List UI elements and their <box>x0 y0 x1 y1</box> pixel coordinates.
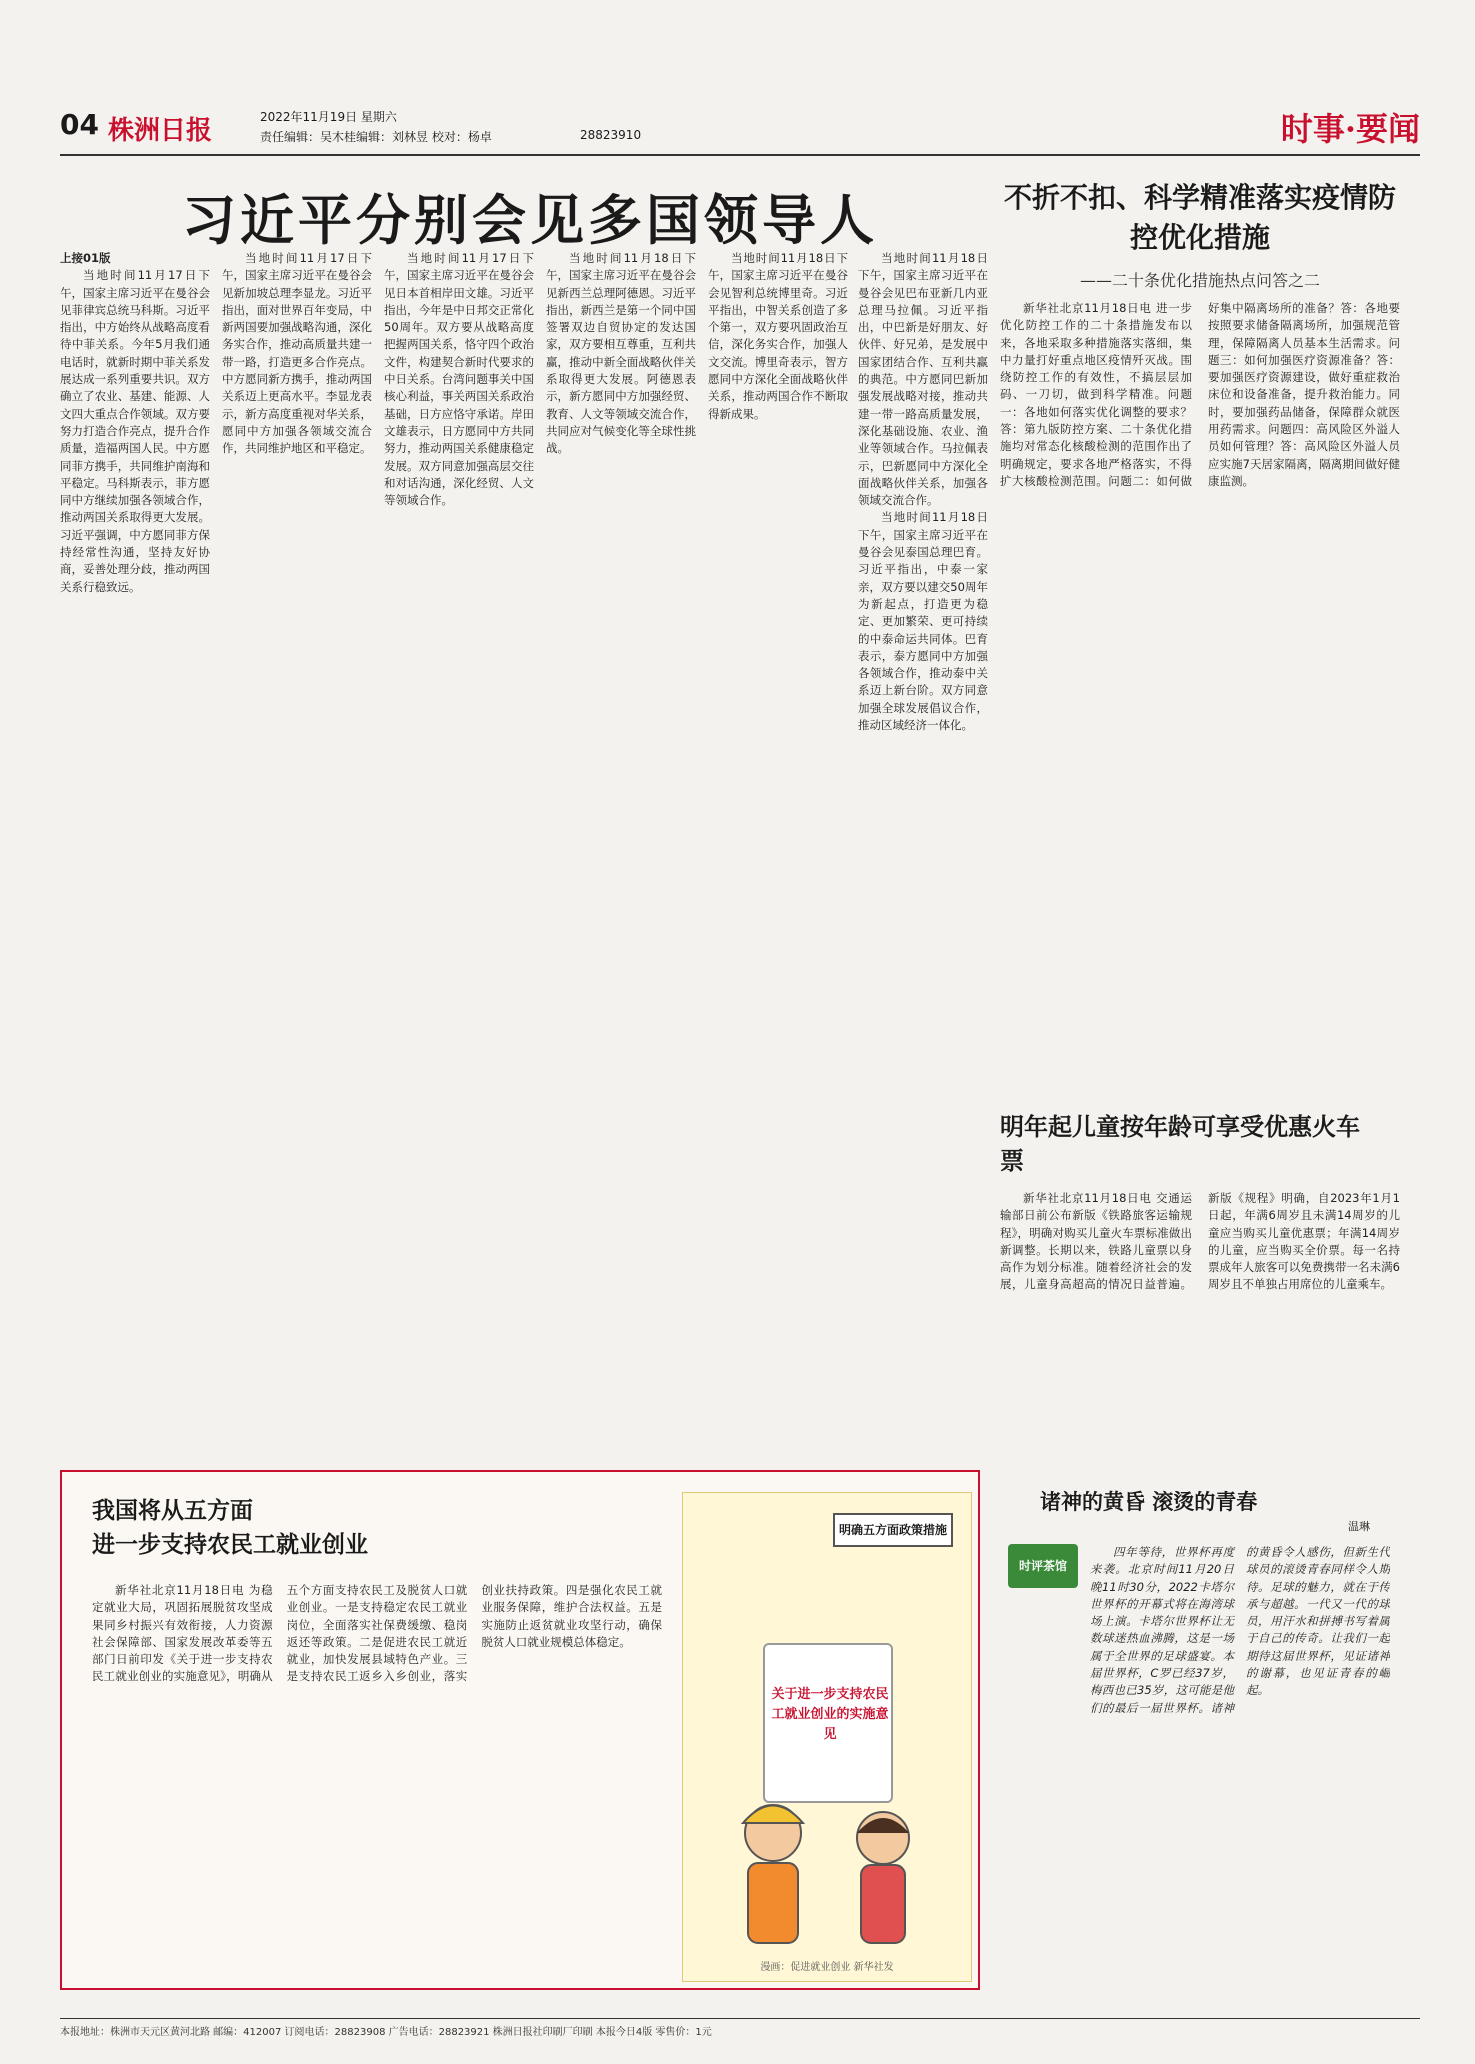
article-paragraph: 当地时间11月18日下午，国家主席习近平在曼谷会见巴布亚新几内亚总理马拉佩。习近平指出，中巴新是好朋友、好伙伴、好兄弟，是发展中国家团结合作、互利共赢的典范。中方愿同巴新加强发展战略对接，推动共建一带一路高质量发展，深化基础设施、农业、渔业等领域合作。马拉佩表示，巴新愿同中方深化全面战略伙伴关系，加强各领域交流合作。 <box>858 251 988 508</box>
article-paragraph: 当地时间11月17日下午，国家主席习近平在曼谷会见新加坡总理李显龙。习近平指出，面对世界百年变局，中新两国要加强战略沟通，深化务实合作，推动高质量共建一带一路，打造更多合作亮点。中方愿同新方携手，推动两国关系迈上更高水平。李显龙表示，新方高度重视对华关系，愿同中方加强各领域交流合作，共同维护地区和平稳定。 <box>222 251 372 456</box>
cartoon-illustration <box>682 1492 972 1982</box>
policy-document-icon <box>763 1643 893 1803</box>
lead-article-col-4 <box>546 250 696 1420</box>
article-paragraph: 新华社北京11月18日电 为稳定就业大局，巩固拓展脱贫攻坚成果同乡村振兴有效衔接，人力资源社会保障部、国家发展改革委等五部门日前印发《关于进一步支持农民工就业创业的实施意见》，明确从五个方面支持农民工及脱贫人口就业创业。一是支持稳定农民工就业岗位，全面落实社保费缓缴、稳岗返还等政策。二是促进农民工就近就业，加快发展县域特色产业。三是支持农民工返乡入乡创业，落实创业扶持政策。四是强化农民工就业服务保障，维护合法权益。五是实施防止返贫就业攻坚行动，确保脱贫人口就业规模总体稳定。 <box>92 1583 662 1684</box>
column-author: 温琳 <box>1348 1520 1370 1533</box>
issue-date: 2022年11月19日 星期六 <box>260 110 397 124</box>
covid-article-body <box>1000 300 1400 1090</box>
column-body <box>1090 1544 1390 1984</box>
migrant-worker-feature <box>60 1470 980 1990</box>
illustration-caption: 漫画：促进就业创业 新华社发 <box>760 1962 894 1973</box>
lead-article-col-1 <box>60 250 210 1420</box>
policy-document-title: 关于进一步支持农民工就业创业的实施意见 <box>771 1687 889 1742</box>
lead-article-col-3 <box>384 250 534 1420</box>
policy-signboard: 明确五方面政策措施 <box>833 1513 953 1547</box>
workers-figure-icon <box>703 1793 953 1953</box>
article-paragraph: 新华社北京11月18日电 进一步优化防控工作的二十条措施发布以来，各地采取多种措施落实落细，集中力量打好重点地区疫情歼灭战。围绕防控工作的有效性，不搞层层加码、一刀切，做到科学精准。问题一：各地如何落实优化调整的要求？答：第九版防控方案、二十条优化措施均对常态化核酸检测的范围作出了明确规定，要求各地严格落实，不得扩大核酸检测范围。问题二：如何做好集中隔离场所的准备？答：各地要按照要求储备隔离场所，加强规范管理，保障隔离人员基本生活需求。问题三：如何加强医疗资源准备？答：要加强医疗资源建设，做好重症救治床位和设备准备，提升救治能力。同时，要加强药品储备，保障群众就医用药需求。问题四：高风险区外溢人员如何管理？答：高风险区外溢人员应实施7天居家隔离，隔离期间做好健康监测。 <box>1000 301 1400 488</box>
page-footer: 本报地址：株洲市天元区黄河北路 邮编：412007 订阅电话：28823908 广告电话：28823921 株洲日报社印刷厂印刷 本报今日4版 零售价：1元 <box>60 2018 1420 2038</box>
section-title: 时事·要闻 <box>1280 110 1420 148</box>
article-paragraph: 当地时间11月18日下午，国家主席习近平在曼谷会见智利总统博里奇。习近平指出，中智关系创造了多个第一，双方要巩固政治互信，深化务实合作，加强人文交流。博里奇表示，智方愿同中方深化全面战略伙伴关系，推动两国合作不断取得新成果。 <box>708 251 848 421</box>
opinion-column <box>1000 1470 1400 1990</box>
page-header <box>60 100 1420 156</box>
feature-headline <box>92 1494 368 1562</box>
article-paragraph: 新华社北京11月18日电 交通运输部日前公布新版《铁路旅客运输规程》，明确对购买儿童火车票标准做出新调整。长期以来，铁路儿童票以身高作为划分标准。随着经济社会的发展，儿童身高超高的情况日益普遍。新版《规程》明确，自2023年1月1日起，年满6周岁且未满14周岁的儿童应当购买儿童优惠票；年满14周岁的儿童，应当购买全价票。每一名持票成年人旅客可以免费携带一名未满6周岁且不单独占用席位的儿童乘车。 <box>1000 1191 1400 1292</box>
article-paragraph: 当地时间11月18日下午，国家主席习近平在曼谷会见泰国总理巴育。习近平指出，中泰一家亲，双方要以建交50周年为新起点，打造更为稳定、更加繁荣、更可持续的中泰命运共同体。巴育表示，泰方愿同中方加强各领域合作，推动泰中关系迈上新台阶。双方同意加强全球发展倡议合作，推动区域经济一体化。 <box>858 510 988 733</box>
article-paragraph: 当地时间11月17日下午，国家主席习近平在曼谷会见菲律宾总统马科斯。习近平指出，中方始终从战略高度看待中菲关系。今年5月我们通电话时，就新时期中菲关系发展达成一系列重要共识。双方确立了农业、基建、能源、人文四大重点合作领域。双方要努力打造合作亮点，提升合作质量，造福两国人民。中方愿同菲方携手，共同维护南海和平稳定。马科斯表示，菲方愿同中方继续加强各领域合作，推动两国关系取得更大发展。习近平强调，中方愿同菲方保持经常性沟通，坚持友好协商，妥善处理分歧，推动两国关系行稳致远。 <box>60 268 210 594</box>
column-badge: 时评茶馆 <box>1008 1544 1078 1588</box>
article-paragraph: 当地时间11月18日下午，国家主席习近平在曼谷会见新西兰总理阿德恩。习近平指出，新西兰是第一个同中国签署双边自贸协定的发达国家，双方要相互尊重，互利共赢，推动中新全面战略伙伴关系取得更大发展。阿德恩表示，新方愿同中方加强经贸、教育、人文等领域交流合作，共同应对气候变化等全球性挑战。 <box>546 251 696 456</box>
lead-article-col-5 <box>708 250 848 1420</box>
lead-article-col-2 <box>222 250 372 1420</box>
train-ticket-body <box>1000 1190 1400 1440</box>
feature-headline-line-1: 我国将从五方面 <box>92 1497 253 1524</box>
news-hotline: 28823910 <box>580 128 642 142</box>
feature-headline-line-2: 进一步支持农民工就业创业 <box>92 1531 368 1558</box>
page-number: 04 <box>60 108 99 141</box>
lead-headline: 习近平分别会见多国领导人 <box>182 188 878 252</box>
feature-body <box>92 1582 662 1977</box>
article-paragraph: 四年等待，世界杯再度来袭。北京时间11月20日晚11时30分，2022卡塔尔世界杯的开幕式将在海湾球场上演。卡塔尔世界杯让无数球迷热血沸腾，这是一场属于全世界的足球盛宴。本届世界杯，C罗已经37岁，梅西也已35岁，这可能是他们的最后一届世界杯。诸神的黄昏令人感伤，但新生代球员的滚烫青春同样令人期待。足球的魅力，就在于传承与超越。一代又一代的球员，用汗水和拼搏书写着属于自己的传奇。让我们一起期待这届世界杯，见证诸神的谢幕，也见证青春的崛起。 <box>1090 1545 1390 1715</box>
covid-article-subtitle: ——二十条优化措施热点问答之二 <box>1079 271 1320 290</box>
lead-article-col-6 <box>858 250 988 1420</box>
column-headline: 诸神的黄昏 滚烫的青春 <box>1040 1489 1258 1514</box>
continued-note: 上接01版 <box>60 251 111 265</box>
newspaper-logo: 株洲日报 <box>108 116 213 146</box>
article-paragraph: 当地时间11月17日下午，国家主席习近平在曼谷会见日本首相岸田文雄。习近平指出，今年是中日邦交正常化50周年。双方要从战略高度把握两国关系，恪守四个政治文件，构建契合新时代要求的中日关系。台湾问题事关中国核心利益，事关两国关系政治基础，日方应恪守承诺。岸田文雄表示，日方愿同中方共同努力，推动两国关系健康稳定发展。双方同意加强高层交往和对话沟通，深化经贸、人文等领域合作。 <box>384 251 534 508</box>
editor-credits: 责任编辑：吴木桂编辑：刘林昱 校对：杨卓 <box>260 130 492 144</box>
train-ticket-headline: 明年起儿童按年龄可享受优惠火车票 <box>1000 1112 1360 1175</box>
covid-article-headline: 不折不扣、科学精准落实疫情防控优化措施 <box>1003 181 1396 254</box>
